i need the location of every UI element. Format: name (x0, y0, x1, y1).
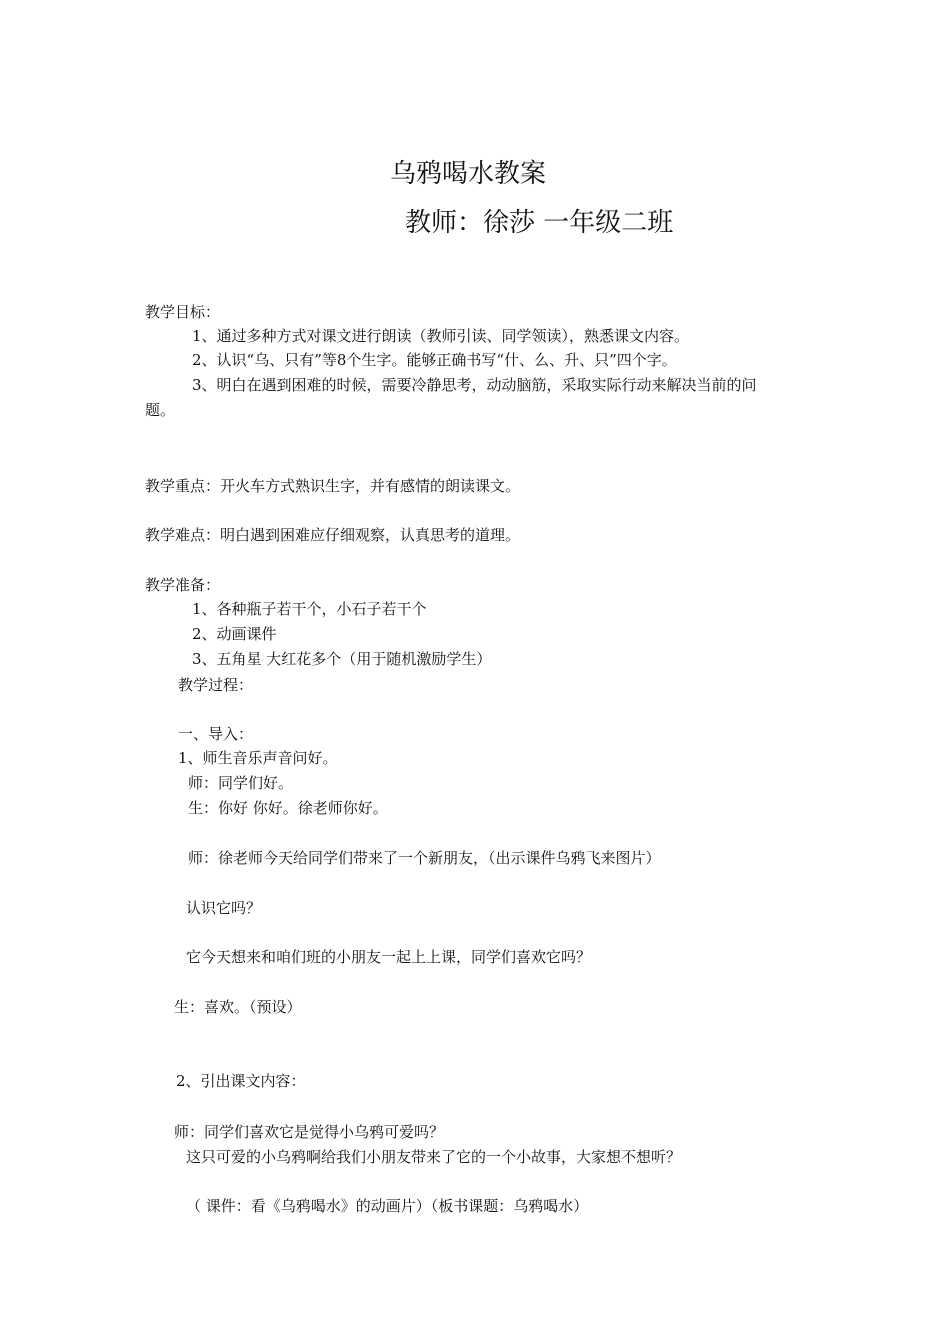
objectives-heading: 教学目标： (145, 303, 221, 321)
dialogue-line: 师：同学们喜欢它是觉得小乌鸦可爱吗？ (174, 1123, 445, 1141)
dialogue-line: 师：同学们好。 (188, 774, 294, 792)
preparation-item-2: 2、动画课件 (192, 625, 277, 643)
key-point: 教学重点：开火车方式熟识生字，并有感情的朗读课文。 (145, 477, 521, 495)
objective-item-2: 2、认识“乌、只有”等8个生字。能够正确书写“什、么、升、只”四个字。 (192, 351, 677, 369)
dialogue-line: 生：你好 你好。徐老师你好。 (188, 799, 388, 817)
courseware-note: （ 课件：看《乌鸦喝水》的动画片）（板书课题：乌鸦喝水） (186, 1197, 589, 1215)
dialogue-line: 这只可爱的小乌鸦啊给我们小朋友带来了它的一个小故事，大家想不想听？ (186, 1148, 682, 1166)
preparation-heading: 教学准备： (145, 576, 221, 594)
step-1: 1、师生音乐声音问好。 (178, 749, 338, 767)
section-intro: 一、导入： (178, 725, 254, 743)
objective-item-1: 1、通过多种方式对课文进行朗读（教师引读、同学领读），熟悉课文内容。 (192, 327, 690, 345)
dialogue-line: 它今天想来和咱们班的小朋友一起上上课，同学们喜欢它吗？ (186, 948, 592, 966)
step-2: 2、引出课文内容： (176, 1072, 306, 1090)
dialogue-line: 生：喜欢。（预设） (174, 998, 302, 1016)
preparation-item-1: 1、各种瓶子若干个，小石子若干个 (192, 600, 427, 618)
objective-item-3: 3、明白在遇到困难的时候，需要冷静思考，动动脑筋，采取实际行动来解决当前的问 (192, 376, 757, 394)
document-title: 乌鸦喝水教案 (390, 159, 547, 189)
difficulty: 教学难点：明白遇到困难应仔细观察，认真思考的道理。 (145, 526, 521, 544)
dialogue-line: 师：徐老师今天给同学们带来了一个新朋友，（出示课件乌鸦飞来图片） (188, 849, 661, 867)
document-subtitle: 教师：徐莎 一年级二班 (405, 208, 674, 238)
dialogue-line: 认识它吗？ (186, 899, 262, 917)
objective-item-3-cont: 题。 (145, 401, 176, 419)
preparation-item-3: 3、五角星 大红花多个（用于随机激励学生） (192, 650, 492, 668)
process-heading: 教学过程： (178, 676, 254, 694)
